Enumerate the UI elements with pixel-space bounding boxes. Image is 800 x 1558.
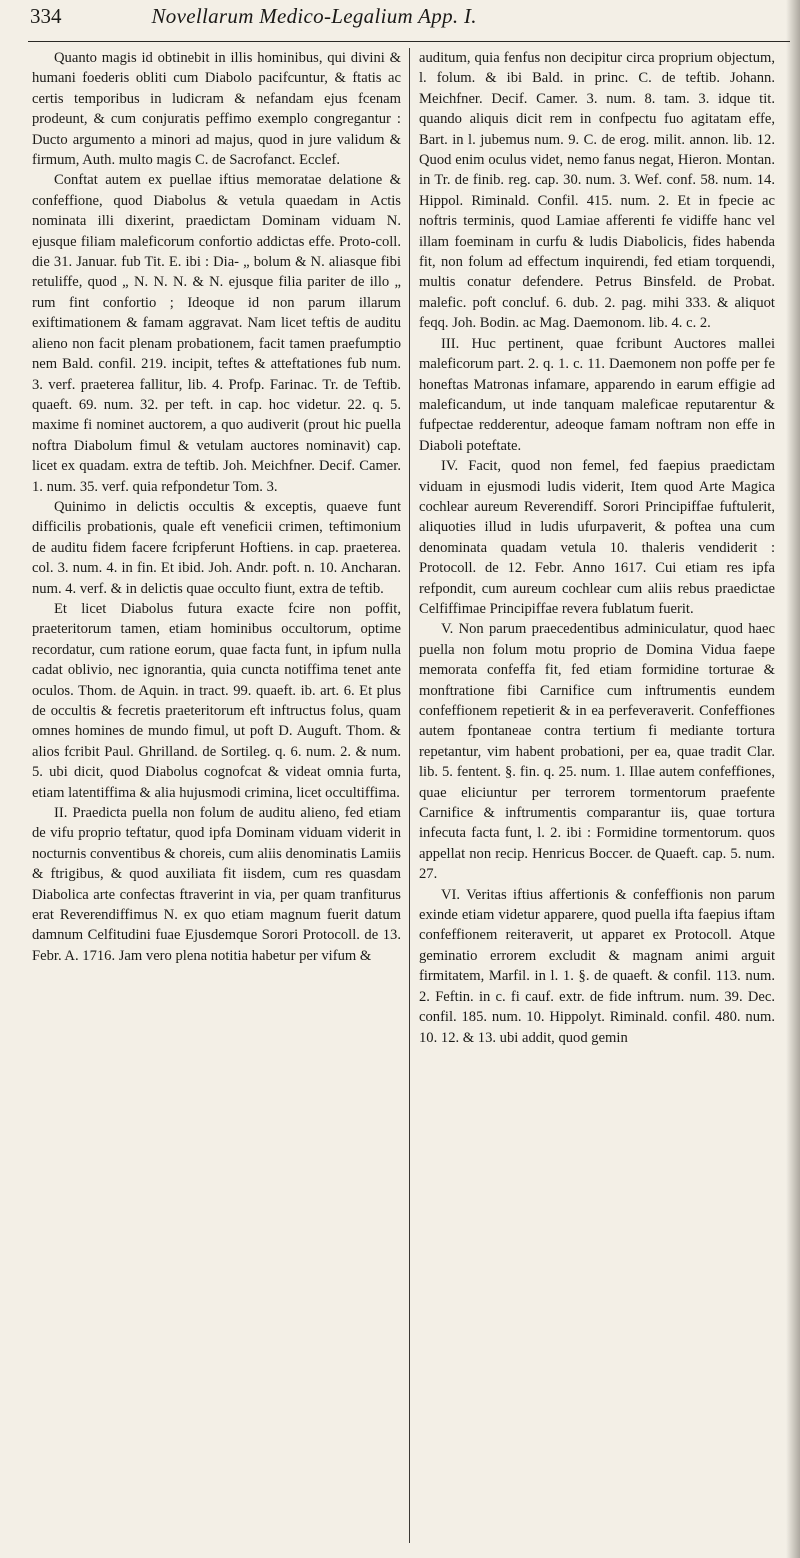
right-paragraph-5: VI. Veritas iftius affertionis & confeffionis non parum exinde etiam videtur apparere, quod puella ifta faepius iftam confeffionem reiteraverit, ut apparet ex Protocoll. Atque geminatio errorem excludit & magnam animi arguit firmitatem, Marfil. in l. 1. §. de quaeft. & confil. 113. num. 2. Feftin. in c. fi cauf. extr. de fide inftrum. num. 39. Dec. confil. 185. num. 10. Hippolyt. Riminald. confil. 480. num. 10. 12. & 13. ubi addit, quod gemin	[419, 886, 775, 1046]
right-paragraph-3: IV. Facit, quod non femel, fed faepius praedictam viduam in ejusmodi ludis viderit, Item quod Arte Magica cochlear aureum Reverendiff. Sorori Principiffae fuftulerit, aliquoties illud in ludis ufurpaverit, & poftea una cum denominata quadam vetula 10. thaleris vendiderit : Protocoll. de 12. Febr. Anno 1617. Cui etiam res ipfa refpondit, cum aureum cochlear cum aliis rebus praedictae Celfiffimae Principiffae revera fublatum fuerit.	[419, 458, 775, 617]
page-header	[30, 4, 786, 38]
left-paragraph-1: Quanto magis id obtinebit in illis hominibus, qui divini & humani foederis obliti cum Diabolo pacifcuntur, & ftatis ac certis temporibus in ludicram & nefandam ejus fcenam prodeunt, & cum conjuratis peffimo exemplo congregantur : Ducto argumento a minori ad majus, quod in jure validum & firmum, Auth. multo magis C. de Sacrofanct. Ecclef.	[32, 50, 401, 169]
left-paragraph-2: Conftat autem ex puellae iftius memoratae delatione & confeffione, quod Diabolus & vetula quaedam in Actis nominata illi dixerint, praedictam Dominam viduam N. ejusque filiam maleficorum confortio addictas effe. Proto-coll. die 31. Januar. fub Tit. E. ibi : Dia- „ bolum & N. aliasque fibi retuliffe, quod „ N. N. N. & N. ejusque filia pariter de illo „ rum fint confortio ; Ideoque id non parum illarum exiftimationem & famam aggravat. Nam licet teftis de auditu alieno non facit plenam probationem, facit tamen praefumptio nem Bald. confil. 219. incipit, teftes & atteftationes fub num. 3. verf. praeterea fallitur, lib. 4. Profp. Farinac. Tr. de Teftib. quaeft. 69. num. 32. per teft. in cap. hoc videtur. 22. q. 5. maxime fi nominet auctorem, a quo audiverit (prout hic puella noftra Diabolum fimul & vetulam auctores nominavit) cap. licet ex quadam. extra de teftib. Joh. Meichfner. Decif. Camer. 1. num. 35. verf. quia refpondetur Tom. 3.	[32, 172, 401, 495]
column-divider	[409, 48, 410, 1543]
right-paragraph-2: III. Huc pertinent, quae fcribunt Auctores mallei maleficorum part. 2. q. 1. c. 11. Daemonem non poffe per fe honeftas Matronas infamare, apparendo in earum effigie ad maleficandum, ut inde tanquam maleficae reputarentur & fufpectae redderentur, adeoque famam noftram non effe in Diaboli poteftate.	[419, 335, 775, 454]
page-number: 334	[30, 4, 62, 28]
left-paragraph-3: Quinimo in delictis occultis & exceptis, quaeve funt difficilis probationis, quale eft veneficii crimen, teftimonium de auditu fidem facere fcripferunt Hoftiens. in cap. praeterea. col. 3. num. 4. in fin. Et ibid. Joh. Andr. poft. n. 10. Ancharan. num. 4. verf. & in delictis quae occulto fiunt, extra de teftib.	[32, 498, 401, 597]
right-paragraph-4: V. Non parum praecedentibus adminiculatur, quod haec puella non folum motu proprio de Domina Vidua faepe memorata confeffa fit, fed etiam formidine torturae & monftratione fibi Carnifice cum inftrumentis eundem confeffionem repetierit & in ea perfeveraverit. Confeffiones autem fpontaneae contra tertium fi mediante tortura repetantur, vim habent probationi, per ea, quae tradit Clar. lib. 5. fentent. §. fin. q. 25. num. 1. Illae autem confeffiones, quae eliciuntur per terrorem tormentorum praefente Carnifice & inftrumentis comparantur iis, quae tortura infecuta facta funt, l. 2. ibi : Formidine tormentorum. quos appellat non recip. Henricus Boccer. de Quaeft. cap. 5. num. 27.	[419, 621, 775, 883]
left-column	[32, 48, 401, 1548]
binding-edge-shadow	[786, 0, 800, 1558]
left-paragraph-5: II. Praedicta puella non folum de auditu alieno, fed etiam de vifu proprio teftatur, quod ipfa Dominam viduam viderit in nocturnis conventibus & choreis, cum aliis denominatis Lamiis & ftrigibus, & quod auxiliata fit iisdem, cum res quasdam Diabolica arte confectas ftraverint in via, per quam tranfiturus erat Reverendiffimus N. ex quo etiam magnum fuerit datum damnum Celfitudini fuae Ejusdemque Sorori Protocoll. de 13. Febr. A. 1716. Jam vero plena notitia habetur per vifum &	[32, 805, 401, 964]
running-title: Novellarum Medico-Legalium App. I.	[151, 4, 477, 28]
header-rule	[28, 41, 790, 42]
right-paragraph-1: auditum, quia fenfus non decipitur circa proprium objectum, l. folum. & ibi Bald. in princ. C. de teftib. Johann. Meichfner. Decif. Camer. 3. num. 8. tam. 3. idque tit. quando aliquis dicit rem in confpectu fuo agitatam effe, Bart. in l. jubemus num. 9. C. de erog. milit. annon. lib. 12. Quod enim oculus videt, nemo fanus negat, Hieron. Montan. in Tr. de finib. reg. cap. 30. num. 3. Wef. conf. 58. num. 14. Hippol. Riminald. Confil. 415. num. 2. Et in fpecie ac noftris terminis, quod Lamiae afferenti fe vidiffe hanc vel illam foeminam in curfu & ludis Diabolicis, fides habenda fit, non folum ad effectum inquirendi, fed etiam torquendi, multis conatur defendere. Petrus Binsfeld. de Probat. malefic. poft concluf. 6. dub. 2. pag. mihi 333. & aliquot feqq. Joh. Bodin. ac Mag. Daemonom. lib. 4. c. 2.	[419, 50, 775, 332]
left-paragraph-4: Et licet Diabolus futura exacte fcire non poffit, praeteritorum tamen, etiam hominibus occultorum, optime recordatur, cum ratione eorum, quae facta funt, in ipfum nulla cadat oblivio, nec ignorantia, quia cuncta notiffima tenet ante oculos. Thom. de Aquin. in tract. 99. quaeft. ib. art. 6. Et plus de occultis & fecretis praeteritorum eft inftructus folus, quam omnes homines de mundo fimul, ut poft D. Auguft. Thom. & alios fcribit Paul. Ghrilland. de Sortileg. q. 6. num. 2. & num. 5. ubi dicit, quod Diabolus cognofcat & videat omnia furta, etiam latentiffima & alia hujusmodi crimina, licet occultiffima.	[32, 600, 401, 801]
right-column	[419, 48, 775, 1548]
